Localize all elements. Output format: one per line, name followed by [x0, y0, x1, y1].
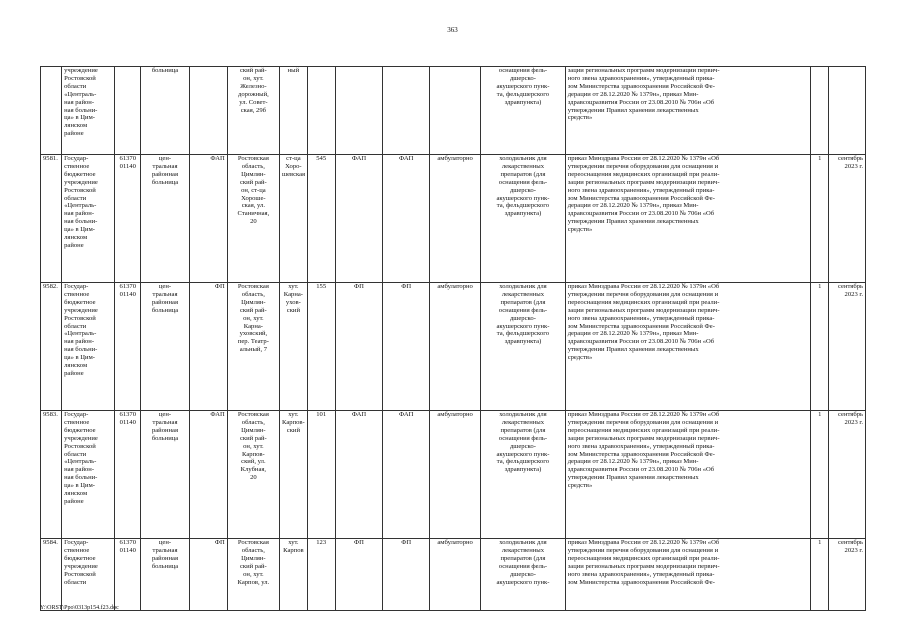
cell-population: 123	[307, 539, 335, 611]
cell-legal-basis: приказ Минздрава России от 28.12.2020 № 1379н «Об утверждении перечня оборудования для оснащения и переоснащения медицинских организаций при реали- зации региональных программ модернизации первич- ного звена здравоохранения», утвержденный прика- зом Министерства здравоохранения Российской Фе- дерации от 28.12.2020 № 1379н», приказ Мин- здравсоцразвития России от 23.08.2010 № 706н «Об утверждении Правил хранения лекарственных средств»	[565, 411, 811, 539]
cell-care-form: амбулаторно	[430, 155, 481, 283]
cell-quantity: 1	[811, 155, 829, 283]
cell-population: 101	[307, 411, 335, 539]
cell-row-number: 9581.	[41, 155, 62, 283]
cell-facility-type: цен- тральная районная больница	[141, 539, 190, 611]
cell-facility-abbr: ФП	[189, 283, 227, 411]
cell-organization-name: Государ- ственное бюджетное учреждение Ростовской области «Централь- ная район- ная больни- ца» в Цим- лянском районе	[62, 155, 115, 283]
cell-address: Ростовская область, Цимлян- ский рай- он, ст-ца Хороше- ская, ул. Станичная, 20	[227, 155, 279, 283]
cell-row-number: 9582.	[41, 283, 62, 411]
cell-quantity	[811, 67, 829, 155]
page-number: 363	[447, 26, 458, 34]
cell-address: ский рай- он, хут. Железно- дорожный, ул. Совет- ская, 29б	[227, 67, 279, 155]
cell-equipment: оснащения фель- дшерско- акушерского пунк- та, фельдшерского здравпункта)	[481, 67, 566, 155]
cell-population: 155	[307, 283, 335, 411]
cell-organization-name: Государ- ственное бюджетное учреждение Ростовской области «Централь- ная район- ная больни- ца» в Цим- лянском районе	[62, 283, 115, 411]
cell-care-form: амбулаторно	[430, 283, 481, 411]
cell-row-number: 9583.	[41, 411, 62, 539]
cell-unit-type: ФП	[335, 539, 383, 611]
cell-facility-abbr: ФАП	[189, 411, 227, 539]
cell-facility-type: цен- тральная районная больница	[141, 411, 190, 539]
table-row	[41, 67, 866, 155]
cell-unit-subtype: ФП	[383, 283, 430, 411]
cell-organization-name: учреждение Ростовской области «Централь- ная район- ная больни- ца» в Цим- лянском районе	[62, 67, 115, 155]
cell-facility-abbr: ФАП	[189, 155, 227, 283]
cell-settlement: хут. Карпов	[280, 539, 308, 611]
cell-settlement: ный	[280, 67, 308, 155]
cell-quantity: 1	[811, 539, 829, 611]
cell-facility-abbr	[189, 67, 227, 155]
cell-delivery-date: сентябрь 2023 г.	[829, 283, 866, 411]
cell-legal-basis: зации региональных программ модернизации первич- ного звена здравоохранения», утвержденный прика- зом Министерства здравоохранения Российской Фе- дерации от 28.12.2020 № 1379н», приказ Мин- здравсоцразвития России от 23.08.2010 № 706н «Об утверждении Правил хранения лекарственных средств»	[565, 67, 811, 155]
cell-settlement: ст-ца Хоро- шевская	[280, 155, 308, 283]
cell-unit-subtype: ФАП	[383, 155, 430, 283]
table-row	[41, 539, 866, 611]
cell-unit-type: ФАП	[335, 411, 383, 539]
cell-delivery-date: сентябрь 2023 г.	[829, 155, 866, 283]
cell-org-code: 61370 01140	[115, 411, 141, 539]
cell-delivery-date	[829, 67, 866, 155]
cell-facility-type: больница	[141, 67, 190, 155]
cell-care-form	[430, 67, 481, 155]
cell-quantity: 1	[811, 411, 829, 539]
cell-legal-basis: приказ Минздрава России от 28.12.2020 № 1379н «Об утверждении перечня оборудования для оснащения и переоснащения медицинских организаций при реали- зации региональных программ модернизации первич- ного звена здравоохранения», утвержденный прика- зом Министерства здравоохранения Российской Фе- дерации от 28.12.2020 № 1379н», приказ Мин- здравсоцразвития России от 23.08.2010 № 706н «Об утверждении Правил хранения лекарственных средств»	[565, 155, 811, 283]
cell-organization-name: Государ- ственное бюджетное учреждение Ростовской области	[62, 539, 115, 611]
file-path-footer: Y:\ORST\Ppo\0313p154.f23.doc	[40, 605, 119, 611]
cell-facility-type: цен- тральная районная больница	[141, 283, 190, 411]
table-row	[41, 283, 866, 411]
table-row	[41, 411, 866, 539]
cell-equipment: холодильник для лекарственных препаратов (для оснащения фель- дшерско- акушерского пунк- та, фельдшерского здравпункта)	[481, 283, 566, 411]
cell-equipment: холодильник для лекарственных препаратов (для оснащения фель- дшерско- акушерского пунк- та, фельдшерского здравпункта)	[481, 155, 566, 283]
cell-equipment: холодильник для лекарственных препаратов (для оснащения фель- дшерско- акушерского пунк- та, фельдшерского здравпункта)	[481, 411, 566, 539]
cell-address: Ростовская область, Цимлян- ский рай- он, хут. Карпов, ул.	[227, 539, 279, 611]
cell-unit-subtype: ФАП	[383, 411, 430, 539]
table-row	[41, 155, 866, 283]
cell-unit-type: ФАП	[335, 155, 383, 283]
cell-unit-subtype	[383, 67, 430, 155]
cell-quantity: 1	[811, 283, 829, 411]
cell-unit-type	[335, 67, 383, 155]
cell-row-number	[41, 67, 62, 155]
cell-settlement: хут. Карпов- ский	[280, 411, 308, 539]
cell-legal-basis: приказ Минздрава России от 28.12.2020 № 1379н «Об утверждении перечня оборудования для оснащения и переоснащения медицинских организаций при реали- зации региональных программ модернизации первич- ного звена здравоохранения», утвержденный прика- зом Министерства здравоохранения Российской Фе- дерации от 28.12.2020 № 1379н», приказ Мин- здравсоцразвития России от 23.08.2010 № 706н «Об утверждении Правил хранения лекарственных средств»	[565, 283, 811, 411]
cell-facility-type: цен- тральная районная больница	[141, 155, 190, 283]
cell-care-form: амбулаторно	[430, 539, 481, 611]
cell-org-code	[115, 67, 141, 155]
cell-unit-type: ФП	[335, 283, 383, 411]
cell-organization-name: Государ- ственное бюджетное учреждение Ростовской области «Централь- ная район- ная больни- ца» в Цим- лянском районе	[62, 411, 115, 539]
cell-delivery-date: сентябрь 2023 г.	[829, 539, 866, 611]
cell-row-number: 9584.	[41, 539, 62, 611]
cell-delivery-date: сентябрь 2023 г.	[829, 411, 866, 539]
cell-address: Ростовская область, Цимлян- ский рай- он, хут. Карпов- ский, ул. Клубная, 20	[227, 411, 279, 539]
cell-org-code: 61370 01140	[115, 539, 141, 611]
cell-settlement: хут. Карна- ухов- ский	[280, 283, 308, 411]
cell-org-code: 61370 01140	[115, 155, 141, 283]
cell-equipment: холодильник для лекарственных препаратов (для оснащения фель- дшерско- акушерского пунк-	[481, 539, 566, 611]
cell-unit-subtype: ФП	[383, 539, 430, 611]
cell-org-code: 61370 01140	[115, 283, 141, 411]
cell-legal-basis: приказ Минздрава России от 28.12.2020 № 1379н «Об утверждении перечня оборудования для оснащения и переоснащения медицинских организаций при реали- зации региональных программ модернизации первич- ного звена здравоохранения», утвержденный прика- зом Министерства здравоохранения Российской Фе-	[565, 539, 811, 611]
cell-address: Ростовская область, Цимлян- ский рай- он, хут. Карна- уховский, пер. Театр- альный, 7	[227, 283, 279, 411]
cell-facility-abbr: ФП	[189, 539, 227, 611]
cell-care-form: амбулаторно	[430, 411, 481, 539]
cell-population	[307, 67, 335, 155]
equipment-table	[40, 66, 866, 611]
cell-population: 545	[307, 155, 335, 283]
